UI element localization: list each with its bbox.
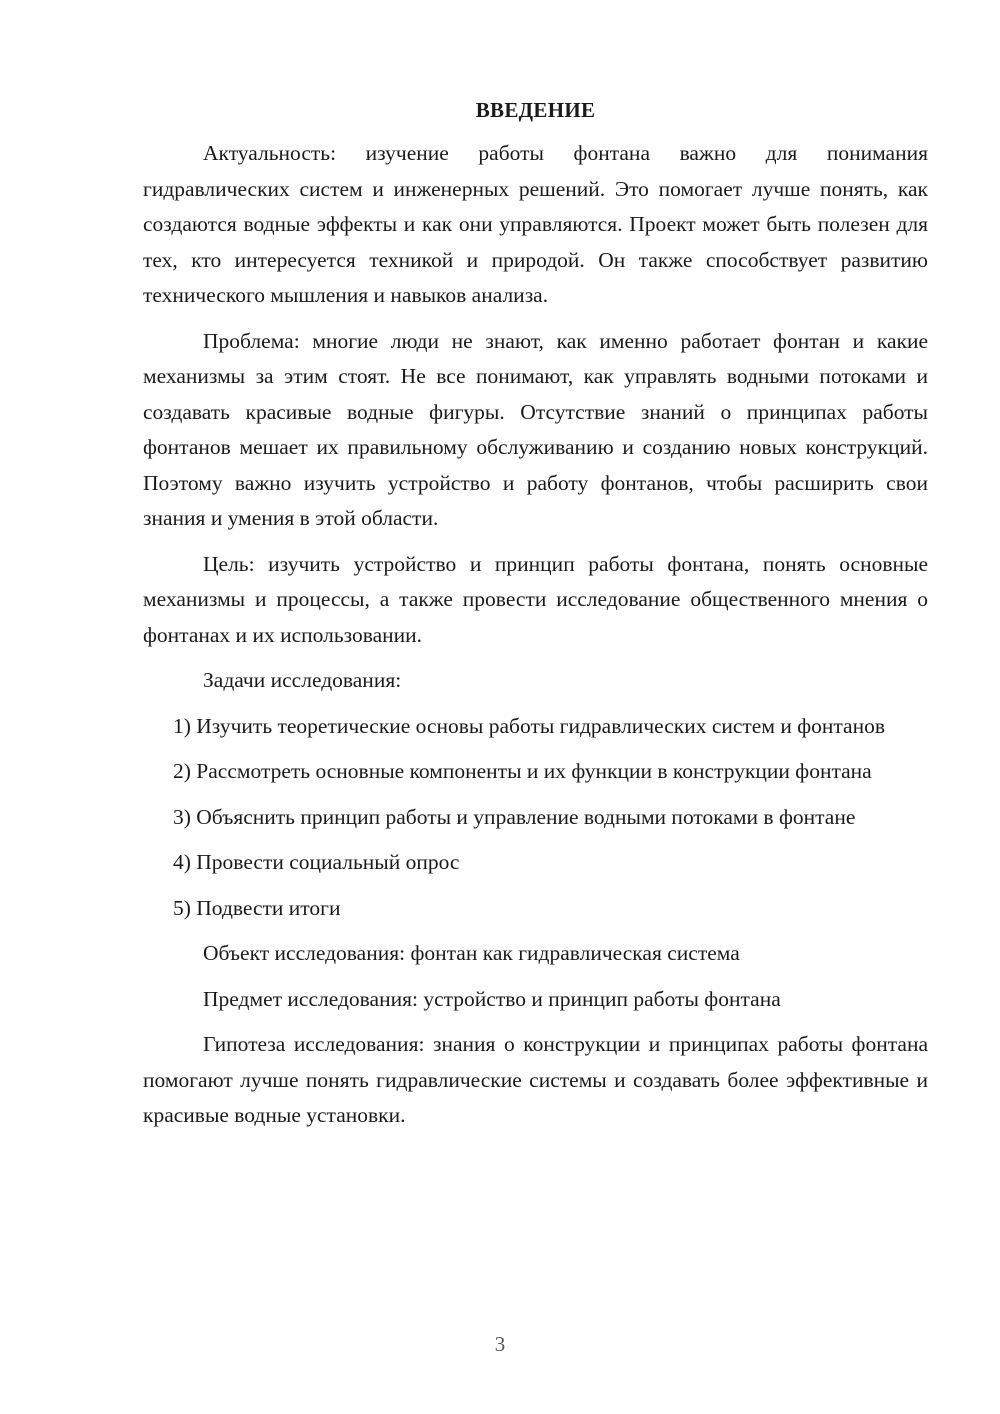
task-item-3: 3) Объяснить принцип работы и управление водными потоками в фонтане xyxy=(173,804,856,829)
paragraph-subject: Предмет исследования: устройство и принцип работы фонтана xyxy=(203,986,781,1011)
task-item-1: 1) Изучить теоретические основы работы гидравлических систем и фонтанов xyxy=(173,713,886,738)
paragraph-hypothesis: Гипотеза исследования: знания о конструкции и принципах работы фонтана помогают лучше понять гидравлические системы и создавать более эффективные и красивые водные установки. xyxy=(143,1032,928,1127)
task-item-5: 5) Подвести итоги xyxy=(173,895,341,920)
page-number: 3 xyxy=(494,1332,506,1356)
page-content xyxy=(143,92,928,1134)
tasks-heading: Задачи исследования: xyxy=(203,668,402,692)
task-item-4: 4) Провести социальный опрос xyxy=(173,850,460,874)
paragraph-relevance: Актуальность: изучение работы фонтана важно для понимания гидравлических систем и инженерных решений. Это помогает лучше понять, как создаются водные эффекты и как они управляются. Проект может быть полезен для тех, кто интересуется техникой и природой. Он также способствует развитию технического мышления и навыков анализа. xyxy=(143,141,928,307)
section-title: ВВЕДЕНИЕ xyxy=(475,98,596,122)
paragraph-goal: Цель: изучить устройство и принцип работы фонтана, понять основные механизмы и процессы, а также провести исследование общественного мнения о фонтанах и их использовании. xyxy=(143,551,928,647)
paragraph-problem: Проблема: многие люди не знают, как именно работает фонтан и какие механизмы за этим стоят. Не все понимают, как управлять водными потоками и создавать красивые водные фигуры. Отсутствие знаний о принципах работы фонтанов мешает их правильному обслуживанию и созданию новых конструкций. Поэтому важно изучить устройство и работу фонтанов, чтобы расширить свои знания и умения в этой области. xyxy=(143,328,928,530)
paragraph-object: Объект исследования: фонтан как гидравлическая система xyxy=(203,941,740,965)
task-item-2: 2) Рассмотреть основные компоненты и их функции в конструкции фонтана xyxy=(173,759,872,783)
